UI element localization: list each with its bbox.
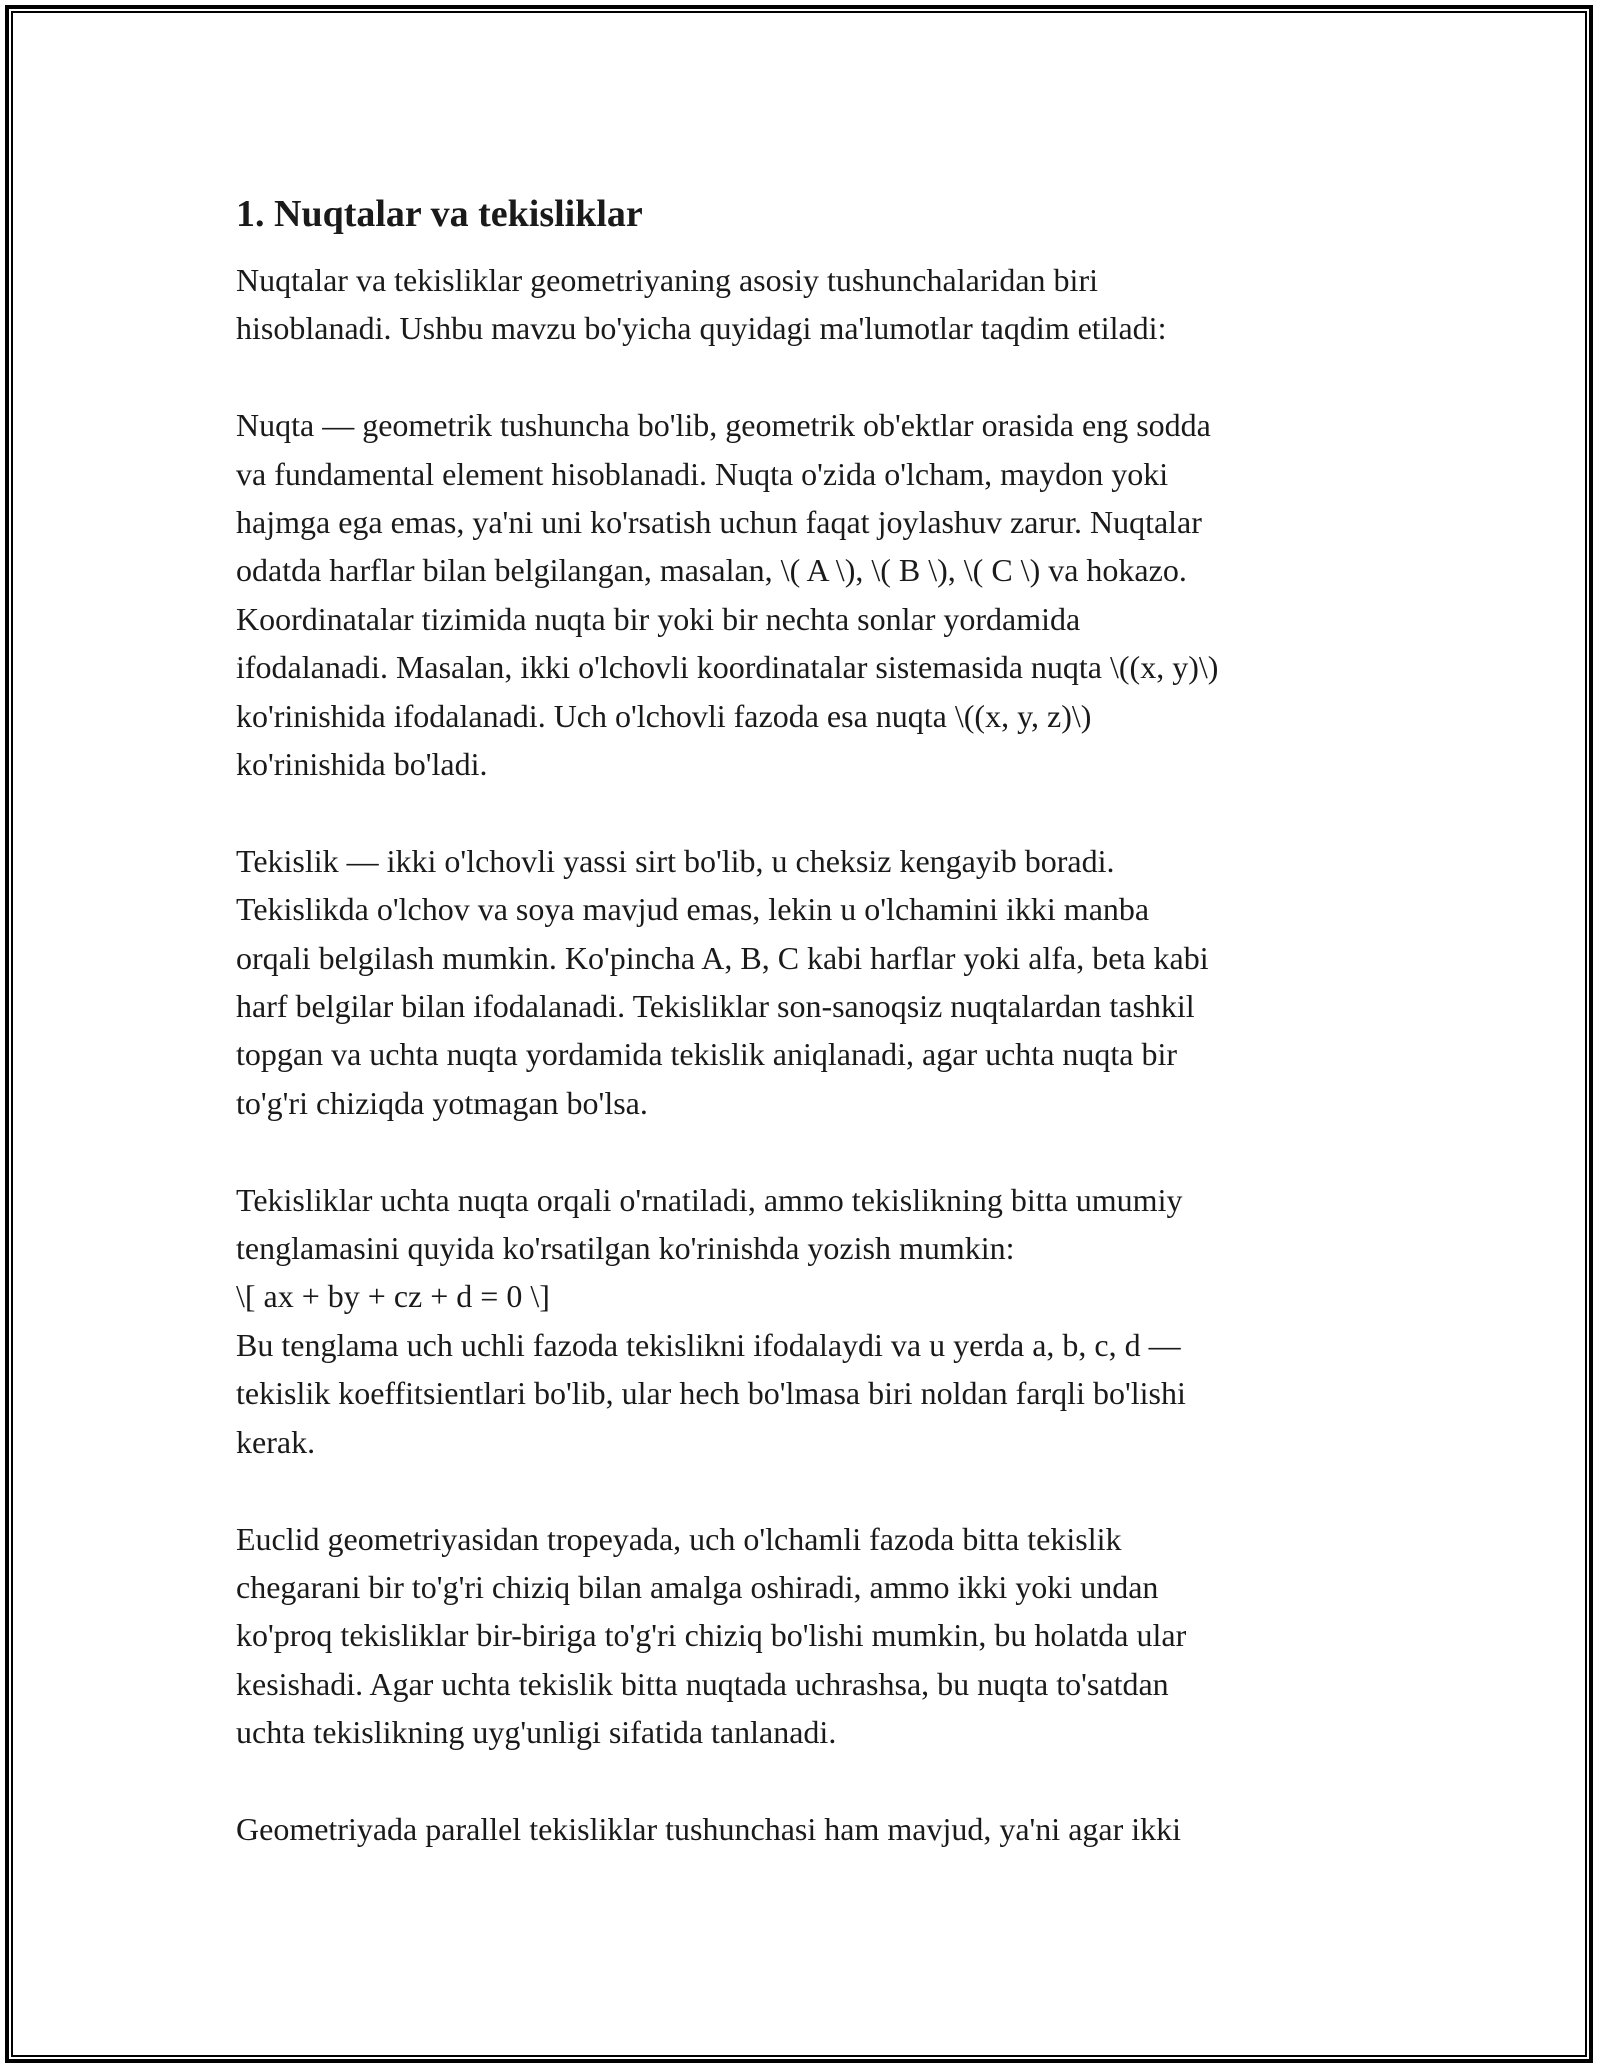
document-body [236, 186, 1364, 1902]
paragraph-tekislik: Tekislik — ikki o'lchovli yassi sirt bo'lib, u cheksiz kengayib boradi. Tekislikda o'lchov va soya mavjud emas, lekin u o'lchamini ikki manba orqali belgilash mumkin. Ko'pincha A, B, C kabi harflar yoki alfa, beta kabi harf belgilar bilan ifodalanadi. Tekisliklar son-sanoqsiz nuqtalardan tashkil topgan va uchta nuqta yordamida tekislik aniqlanadi, agar uchta nuqta bir to'g'ri chiziqda yotmagan bo'lsa. [236, 842, 1209, 1121]
paragraph-nuqta: Nuqta — geometrik tushuncha bo'lib, geometrik ob'ektlar orasida eng sodda va fundamental element hisoblanadi. Nuqta o'zida o'lcham, maydon yoki hajmga ega emas, ya'ni uni ko'rsatish uchun faqat joylashuv zarur. Nuqtalar odatda harflar bilan belgilangan, masalan, \( A \), \( B \), \( C \) va hokazo. Koordinatalar tizimida nuqta bir yoki bir nechta sonlar yordamida ifodalanadi. Masalan, ikki o'lchovli koordinatalar sistemasida nuqta \((x, y)\) ko'rinishida ifodalanadi. Uch o'lchovli fazoda esa nuqta \((x, y, z)\) ko'rinishida bo'ladi. [236, 407, 1219, 783]
paragraph-intro: Nuqtalar va tekisliklar geometriyaning asosiy tushunchalaridan biri hisoblanadi. Ushbu mavzu bo'yicha quyidagi ma'lumotlar taqdim etiladi: [236, 262, 1167, 347]
paragraph-parallel: Geometriyada parallel tekisliklar tushunchasi ham mavjud, ya'ni agar ikki [236, 1810, 1182, 1847]
paragraph-plane-equation: Tekisliklar uchta nuqta orqali o'rnatiladi, ammo tekislikning bitta umumiy tenglamasini quyida ko'rsatilgan ko'rinishda yozish mumkin: \[ ax + by + cz + d = 0 \] Bu tenglama uch uchli fazoda tekislikni ifodalaydi va u yerda a, b, c, d — tekislik koeffitsientlari bo'lib, ular hech bo'lmasa biri noldan farqli bo'lishi kerak. [236, 1181, 1186, 1460]
paragraph-euclid: Euclid geometriyasidan tropeyada, uch o'lchamli fazoda bitta tekislik chegarani bir to'g'ri chiziq bilan amalga oshiradi, ammo ikki yoki undan ko'proq tekisliklar bir-biriga to'g'ri chiziq bo'lishi mumkin, bu holatda ular kesishadi. Agar uchta tekislik bitta nuqtada uchrashsa, bu nuqta to'satdan uchta tekislikning uyg'unligi sifatida tanlanadi. [236, 1520, 1187, 1751]
section-heading: 1. Nuqtalar va tekisliklar [236, 193, 643, 235]
